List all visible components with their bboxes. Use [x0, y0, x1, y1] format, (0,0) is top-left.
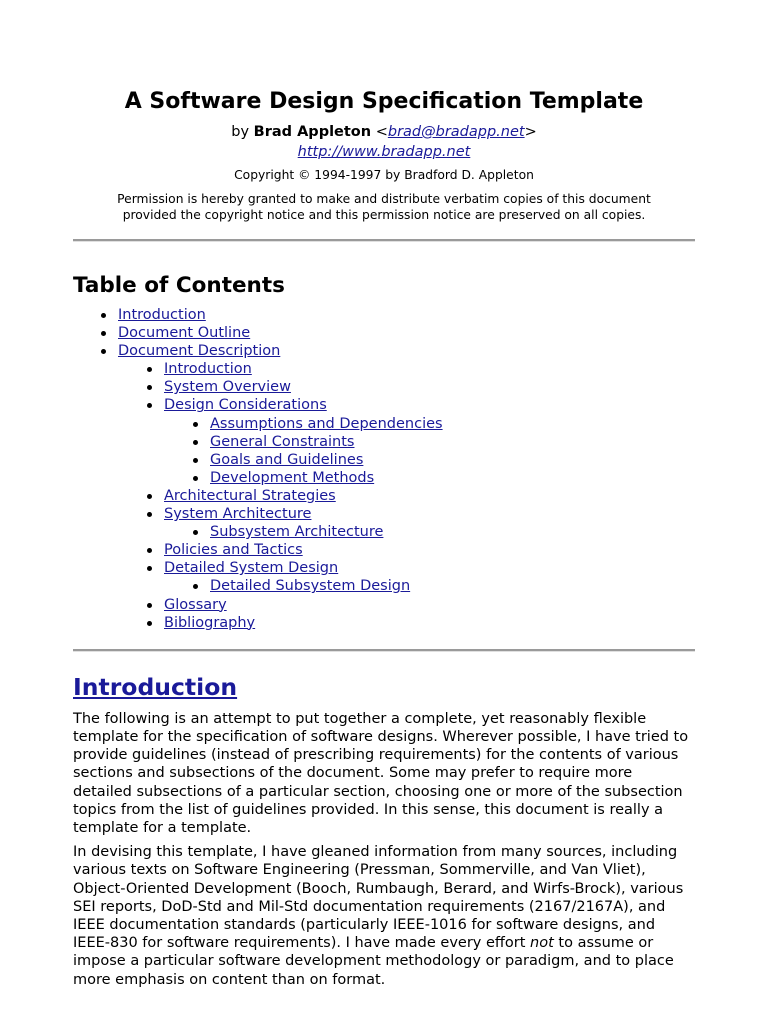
- toc-item: [210, 433, 695, 451]
- toc-link-architectural-strategies[interactable]: Architectural Strategies: [164, 487, 336, 504]
- toc-heading: Table of Contents: [73, 273, 285, 298]
- copyright-notice: Copyright © 1994-1997 by Bradford D. Appleton: [234, 168, 534, 182]
- toc-link-desc-introduction[interactable]: Introduction: [164, 361, 252, 378]
- email-link[interactable]: brad@bradapp.net: [387, 124, 525, 140]
- toc-item: [164, 596, 695, 614]
- toc-item: [164, 541, 695, 559]
- toc-item: [164, 487, 695, 505]
- toc-item: [164, 559, 695, 595]
- toc-link-bibliography[interactable]: Bibliography: [164, 614, 256, 631]
- toc-link-subsystem-architecture[interactable]: Subsystem Architecture: [210, 524, 384, 541]
- author-name: Brad Appleton: [253, 124, 372, 140]
- divider: [73, 649, 695, 652]
- by-prefix: by: [231, 124, 254, 140]
- toc-link-introduction[interactable]: Introduction: [118, 307, 206, 323]
- toc-sublist: [164, 523, 695, 541]
- intro-p2-text-a: In devising this template, I have gleaned information from many sources, including various texts on Software Engineering (Pressman, Sommerville, and Van Vliet), Object-Oriented Development (Booch, Rumbaugh, Berard, and Wirfs-Brock), various SEI reports, DoD-Std and Mil-Std documentation requirements (2167/2167A), and IEEE documentation standards (particularly IEEE-1016 for software designs, and IEEE-830 for software requirements). I have made every effort: [73, 844, 684, 952]
- toc-link-system-overview[interactable]: System Overview: [164, 379, 291, 396]
- toc-item: [118, 306, 695, 324]
- email-open: <: [371, 124, 388, 140]
- toc-item: [164, 614, 695, 632]
- permission-notice: [73, 191, 695, 223]
- toc-item: [118, 342, 695, 632]
- toc-item: [164, 360, 695, 378]
- document-title: A Software Design Specification Template: [124, 89, 644, 114]
- introduction-heading-link[interactable]: Introduction: [73, 672, 238, 701]
- divider: [73, 239, 695, 242]
- toc-list: [73, 306, 695, 632]
- toc-item: [210, 451, 695, 469]
- toc-link-document-outline[interactable]: Document Outline: [118, 325, 251, 342]
- toc-link-development-methods[interactable]: Development Methods: [210, 469, 375, 486]
- toc-link-assumptions[interactable]: Assumptions and Dependencies: [210, 415, 443, 432]
- toc-sublist: [164, 577, 695, 595]
- permission-line-2: provided the copyright notice and this permission notice are preserved on all copies.: [122, 208, 646, 222]
- intro-paragraph-1: The following is an attempt to put together a complete, yet reasonably flexible template for the specification of software designs. Wherever possible, I have tried to provide guidelines (instead of prescribing requirements) for the contents of various sections and subsections of the document. Some may prefer to require more detailed subsections of a particular section, choosing one or more of the subsection topics from the list of guidelines provided. In this sense, this document is really a template for a template.: [73, 710, 689, 836]
- toc-link-general-constraints[interactable]: General Constraints: [210, 433, 355, 450]
- website-line: [73, 143, 695, 161]
- toc-item: [210, 415, 695, 433]
- toc-link-policies-tactics[interactable]: Policies and Tactics: [164, 542, 303, 559]
- intro-paragraph-2: [73, 843, 695, 989]
- toc-item: [210, 469, 695, 487]
- toc-item: [164, 505, 695, 541]
- intro-p2-text-b: to assume or impose a particular software development methodology or paradigm, and to place more emphasis on content than on format.: [73, 935, 674, 988]
- toc-sublist: [118, 360, 695, 631]
- byline: [73, 122, 695, 142]
- toc-link-system-architecture[interactable]: System Architecture: [164, 506, 312, 523]
- website-link[interactable]: http://www.bradapp.net: [297, 144, 471, 160]
- toc-sublist: [164, 415, 695, 487]
- toc-link-detailed-subsystem-design[interactable]: Detailed Subsystem Design: [210, 578, 411, 595]
- toc-link-goals-guidelines[interactable]: Goals and Guidelines: [210, 451, 364, 468]
- toc-link-document-description[interactable]: Document Description: [118, 343, 281, 360]
- toc-item: [164, 378, 695, 396]
- toc-item: [118, 324, 695, 342]
- toc-link-detailed-system-design[interactable]: Detailed System Design: [164, 560, 339, 577]
- introduction-heading: [73, 672, 695, 702]
- email-close: >: [524, 124, 537, 140]
- toc-item: [210, 577, 695, 595]
- toc-link-glossary[interactable]: Glossary: [164, 596, 227, 613]
- toc-link-design-considerations[interactable]: Design Considerations: [164, 397, 327, 414]
- permission-line-1: Permission is hereby granted to make and distribute verbatim copies of this document: [117, 192, 651, 206]
- toc-item: [164, 396, 695, 486]
- intro-p2-emphasis: not: [530, 935, 554, 952]
- toc-item: [210, 523, 695, 541]
